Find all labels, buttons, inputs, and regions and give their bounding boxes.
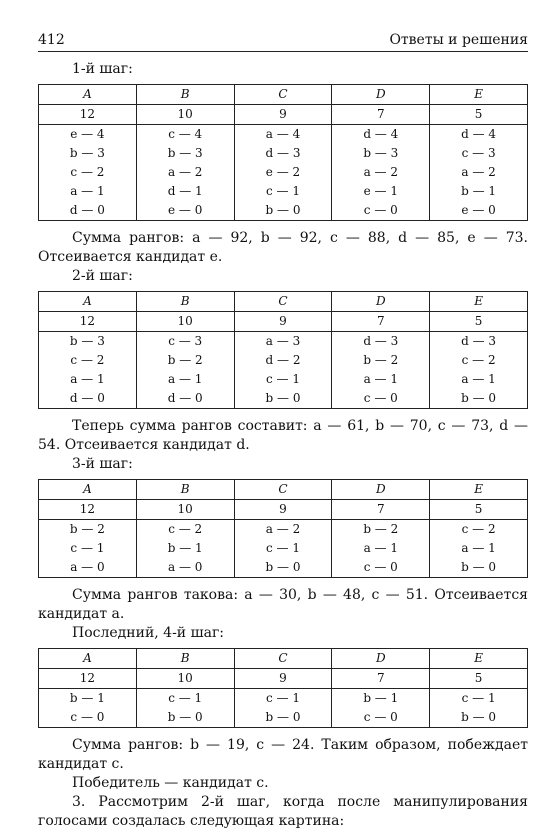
column-header: D [332, 85, 430, 105]
step1-summary: Сумма рангов: a — 92, b — 92, c — 88, d — 85, e — 73. Отсеивается кандидат e. [38, 230, 528, 265]
rank-cell: a — 1 [39, 370, 137, 389]
rank-cell: b — 1 [332, 689, 430, 709]
rank-cell: d — 4 [332, 125, 430, 145]
rank-cell: a — 1 [136, 370, 234, 389]
step2-title: 2-й шаг: [72, 268, 133, 284]
rank-cell: b — 0 [430, 389, 528, 409]
table-row [39, 370, 528, 389]
column-header: C [234, 480, 332, 500]
column-header: E [430, 292, 528, 312]
column-header: A [39, 85, 137, 105]
voter-weight: 12 [39, 669, 137, 689]
table-row [39, 708, 528, 728]
rank-cell: b — 0 [234, 389, 332, 409]
rank-cell: a — 1 [332, 539, 430, 558]
column-header: C [234, 85, 332, 105]
rank-cell: c — 1 [136, 689, 234, 709]
rank-cell: b — 2 [332, 351, 430, 370]
rank-cell: d — 3 [332, 332, 430, 352]
rank-cell: a — 2 [430, 163, 528, 182]
rank-cell: c — 0 [332, 389, 430, 409]
rank-cell: e — 0 [136, 201, 234, 221]
rank-cell: c — 2 [39, 163, 137, 182]
rank-cell: c — 2 [136, 520, 234, 540]
rank-cell: c — 2 [430, 520, 528, 540]
rank-cell: a — 4 [234, 125, 332, 145]
column-header: B [136, 480, 234, 500]
winner-statement: Победитель — кандидат c. [72, 775, 269, 791]
page-header [38, 30, 528, 52]
step4-title: Последний, 4-й шаг: [72, 625, 225, 641]
table-row [39, 163, 528, 182]
rank-cell: b — 1 [430, 182, 528, 201]
rank-cell: d — 3 [430, 332, 528, 352]
step3-table [38, 479, 528, 578]
book-page [38, 30, 528, 831]
step4-summary: Сумма рангов: b — 19, c — 24. Таким образом, побеждает кандидат c. [38, 737, 528, 772]
column-header: D [332, 649, 430, 669]
rank-cell: e — 0 [430, 201, 528, 221]
column-header: B [136, 85, 234, 105]
voter-weight: 7 [332, 105, 430, 125]
step2-summary: Теперь сумма рангов составит: a — 61, b — 70, c — 73, d — 54. Отсеивается кандидат d. [38, 418, 528, 453]
voter-weight: 9 [234, 312, 332, 332]
rank-cell: c — 3 [136, 332, 234, 352]
section-title: Ответы и решения [389, 32, 528, 48]
voter-weight: 5 [430, 312, 528, 332]
rank-cell: a — 0 [39, 558, 137, 578]
table-row [39, 351, 528, 370]
voter-weight: 7 [332, 669, 430, 689]
rank-cell: b — 3 [39, 332, 137, 352]
rank-cell: d — 4 [430, 125, 528, 145]
rank-cell: b — 3 [136, 144, 234, 163]
rank-cell: a — 2 [332, 163, 430, 182]
column-header: B [136, 292, 234, 312]
voter-weight: 12 [39, 500, 137, 520]
column-header: D [332, 292, 430, 312]
column-header: A [39, 292, 137, 312]
table-row [39, 125, 528, 145]
rank-cell: d — 0 [39, 201, 137, 221]
column-header: A [39, 480, 137, 500]
rank-cell: d — 3 [234, 144, 332, 163]
rank-cell: b — 2 [39, 520, 137, 540]
voter-weight: 7 [332, 500, 430, 520]
voter-weight: 5 [430, 105, 528, 125]
voter-weight: 7 [332, 312, 430, 332]
column-header: E [430, 649, 528, 669]
rank-cell: e — 1 [332, 182, 430, 201]
rank-cell: c — 2 [430, 351, 528, 370]
rank-cell: a — 0 [136, 558, 234, 578]
column-header: A [39, 649, 137, 669]
rank-cell: b — 0 [234, 558, 332, 578]
rank-cell: a — 1 [430, 539, 528, 558]
table-row [39, 389, 528, 409]
table-row [39, 332, 528, 352]
table-row [39, 144, 528, 163]
rank-cell: b — 3 [332, 144, 430, 163]
column-header: E [430, 480, 528, 500]
rank-cell: a — 1 [430, 370, 528, 389]
rank-cell: b — 1 [39, 689, 137, 709]
rank-cell: b — 1 [136, 539, 234, 558]
rank-cell: d — 2 [234, 351, 332, 370]
voter-weight: 10 [136, 105, 234, 125]
rank-cell: a — 1 [39, 182, 137, 201]
column-header: E [430, 85, 528, 105]
table-row [39, 201, 528, 221]
rank-cell: c — 1 [234, 182, 332, 201]
step2-table [38, 291, 528, 409]
rank-cell: c — 1 [430, 689, 528, 709]
rank-cell: c — 2 [39, 351, 137, 370]
table-row [39, 558, 528, 578]
rank-cell: d — 1 [136, 182, 234, 201]
voter-weight: 10 [136, 312, 234, 332]
rank-cell: c — 1 [39, 539, 137, 558]
rank-cell: a — 1 [332, 370, 430, 389]
page-number: 412 [38, 32, 65, 48]
voter-weight: 10 [136, 669, 234, 689]
rank-cell: a — 2 [136, 163, 234, 182]
voter-weight: 12 [39, 312, 137, 332]
rank-cell: c — 1 [234, 539, 332, 558]
rank-cell: c — 3 [430, 144, 528, 163]
rank-cell: b — 0 [430, 558, 528, 578]
rank-cell: b — 0 [234, 708, 332, 728]
column-header: C [234, 649, 332, 669]
rank-cell: e — 2 [234, 163, 332, 182]
voter-weight: 12 [39, 105, 137, 125]
rank-cell: d — 0 [39, 389, 137, 409]
step3-title: 3-й шаг: [72, 456, 133, 472]
step1-title: 1-й шаг: [72, 61, 133, 77]
table-row [39, 689, 528, 709]
closing-paragraph: 3. Рассмотрим 2-й шаг, когда после манипулирования голосами создалась следующая картина: [38, 794, 528, 829]
rank-cell: b — 3 [39, 144, 137, 163]
rank-cell: b — 0 [430, 708, 528, 728]
rank-cell: b — 0 [136, 708, 234, 728]
rank-cell: c — 0 [332, 558, 430, 578]
rank-cell: a — 3 [234, 332, 332, 352]
rank-cell: e — 4 [39, 125, 137, 145]
table-row [39, 539, 528, 558]
rank-cell: a — 2 [234, 520, 332, 540]
step3-summary: Сумма рангов такова: a — 30, b — 48, c — 51. Отсеивается кандидат a. [38, 587, 528, 622]
rank-cell: b — 2 [136, 351, 234, 370]
voter-weight: 5 [430, 669, 528, 689]
rank-cell: c — 0 [332, 201, 430, 221]
rank-cell: c — 1 [234, 370, 332, 389]
voter-weight: 5 [430, 500, 528, 520]
step4-table [38, 648, 528, 728]
rank-cell: c — 1 [234, 689, 332, 709]
step1-table [38, 84, 528, 221]
table-row [39, 520, 528, 540]
voter-weight: 9 [234, 105, 332, 125]
column-header: D [332, 480, 430, 500]
rank-cell: b — 0 [234, 201, 332, 221]
rank-cell: b — 2 [332, 520, 430, 540]
table-row [39, 182, 528, 201]
rank-cell: c — 0 [332, 708, 430, 728]
voter-weight: 10 [136, 500, 234, 520]
column-header: B [136, 649, 234, 669]
column-header: C [234, 292, 332, 312]
voter-weight: 9 [234, 500, 332, 520]
voter-weight: 9 [234, 669, 332, 689]
rank-cell: c — 0 [39, 708, 137, 728]
rank-cell: c — 4 [136, 125, 234, 145]
rank-cell: d — 0 [136, 389, 234, 409]
